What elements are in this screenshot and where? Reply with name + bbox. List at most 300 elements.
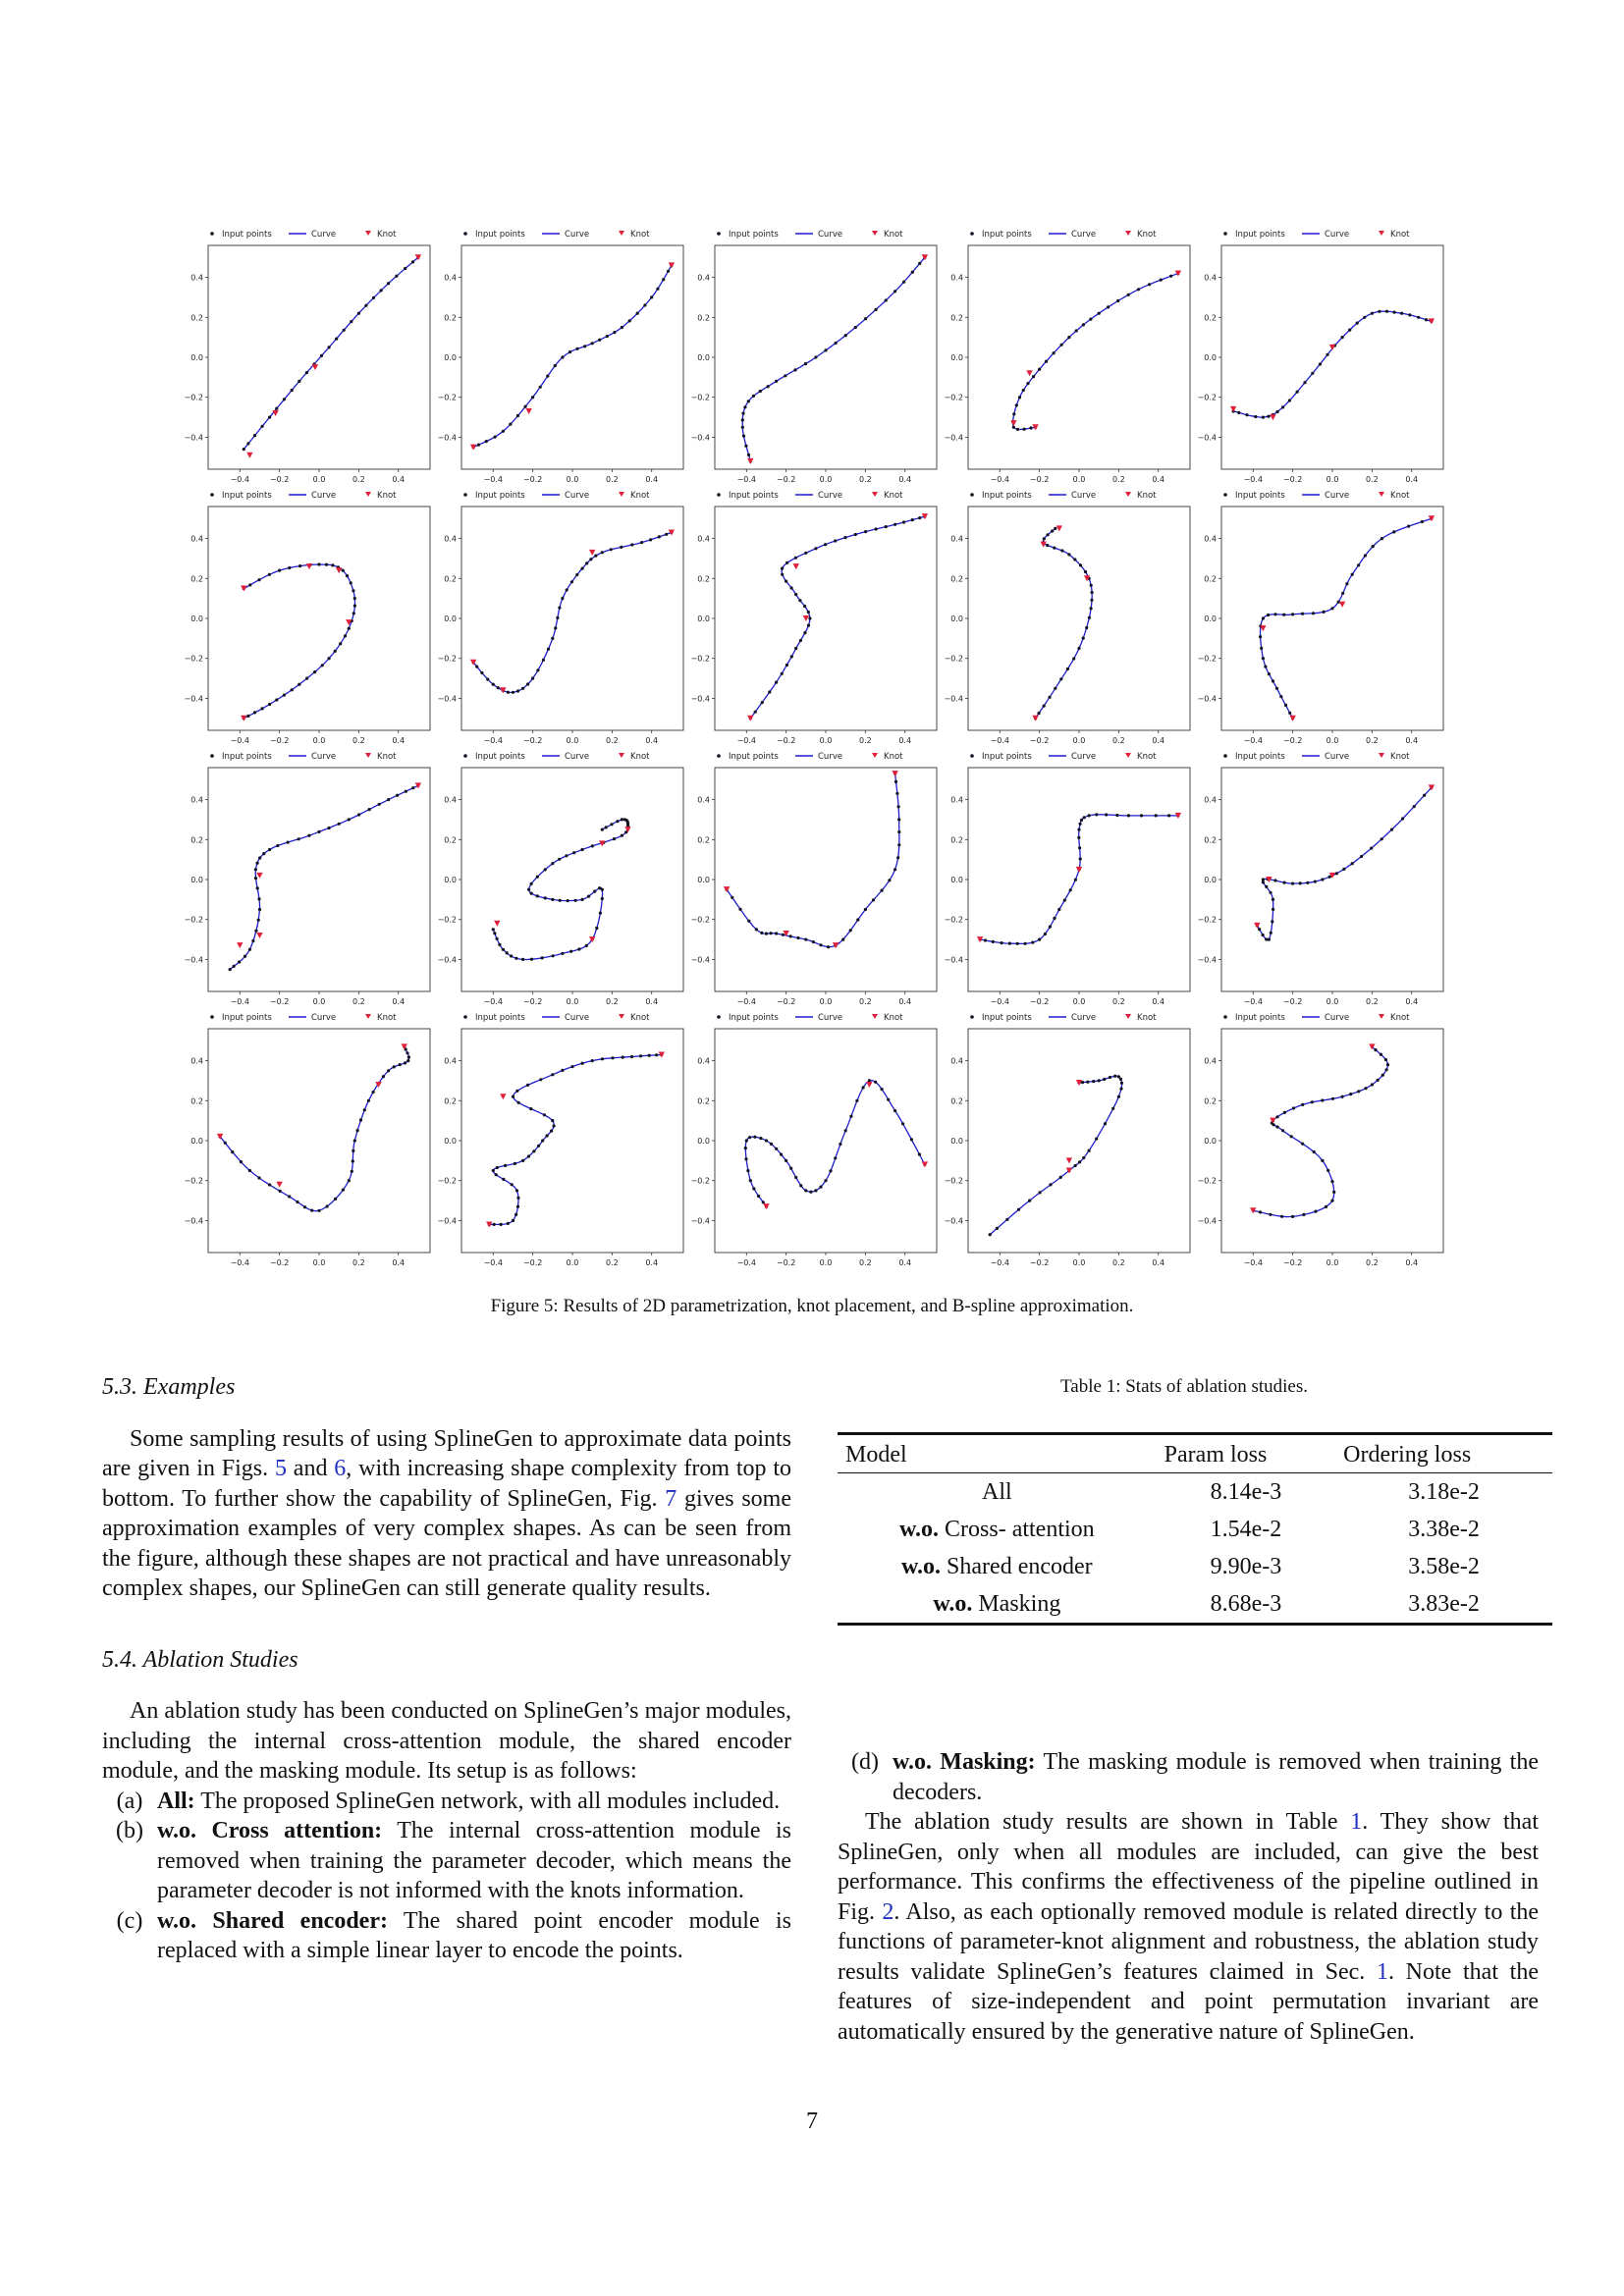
- input-point: [411, 260, 414, 263]
- legend: [970, 1013, 1157, 1023]
- input-point: [1044, 933, 1047, 935]
- input-point: [514, 1162, 516, 1165]
- input-point: [1082, 323, 1085, 326]
- input-point: [1254, 415, 1257, 418]
- input-point: [254, 868, 257, 871]
- input-point: [1283, 881, 1286, 884]
- input-point: [1078, 1160, 1081, 1163]
- input-point: [849, 1115, 852, 1118]
- input-point: [1301, 1143, 1304, 1146]
- axes-frame: [715, 1029, 937, 1253]
- legend-knot-marker: [1125, 753, 1131, 758]
- x-tick-label: 0.4: [1152, 1258, 1165, 1267]
- spline-curve: [1253, 1046, 1387, 1216]
- y-tick-label: −0.4: [437, 1216, 457, 1226]
- x-tick-label: 0.2: [352, 475, 365, 484]
- input-point: [509, 423, 512, 426]
- input-point: [1408, 313, 1411, 316]
- input-point: [257, 919, 260, 922]
- input-point: [542, 659, 545, 662]
- axes-frame: [461, 768, 683, 991]
- knot-marker: [1270, 414, 1275, 420]
- input-point: [1267, 614, 1270, 616]
- input-point: [565, 854, 568, 857]
- y-tick-label: 0.0: [444, 1137, 457, 1146]
- legend-point-marker: [210, 232, 214, 236]
- input-point: [298, 564, 301, 567]
- input-point: [291, 389, 294, 392]
- input-point: [992, 940, 995, 943]
- axes-frame: [968, 768, 1190, 991]
- input-point: [492, 1169, 495, 1172]
- input-point: [887, 1098, 890, 1101]
- input-point: [775, 380, 778, 383]
- input-point: [1053, 917, 1056, 920]
- legend-input-label: Input points: [475, 752, 525, 762]
- input-point: [364, 304, 367, 307]
- x-tick-label: 0.2: [1111, 1258, 1125, 1267]
- input-point: [1092, 1080, 1095, 1083]
- input-point: [1281, 1129, 1284, 1132]
- y-tick-label: −0.4: [690, 1216, 710, 1226]
- input-point: [262, 852, 265, 855]
- y-tick-label: 0.2: [190, 574, 203, 584]
- input-point: [1284, 704, 1287, 707]
- x-tick-label: −0.2: [1282, 997, 1303, 1006]
- input-point: [643, 303, 646, 306]
- input-point: [1341, 336, 1344, 339]
- x-tick-label: 0.0: [1072, 736, 1086, 745]
- x-tick-label: −0.2: [776, 997, 796, 1006]
- y-tick-label: 0.0: [1204, 876, 1217, 884]
- input-point: [356, 1129, 359, 1132]
- subplot: [438, 491, 683, 745]
- spline-curve: [727, 774, 899, 947]
- x-tick-label: 0.2: [1365, 736, 1379, 745]
- input-point: [1271, 920, 1273, 923]
- input-point: [291, 688, 294, 691]
- ref-table1[interactable]: 1: [1350, 1809, 1363, 1835]
- legend-curve-label: Curve: [311, 230, 337, 240]
- input-point: [1073, 558, 1076, 561]
- input-point: [363, 1108, 366, 1111]
- knot-marker: [241, 585, 246, 591]
- input-point: [1275, 687, 1278, 690]
- x-tick-label: −0.4: [736, 736, 757, 745]
- input-point: [1380, 837, 1383, 840]
- y-tick-label: 0.4: [444, 273, 457, 283]
- x-tick-label: −0.4: [736, 475, 757, 484]
- input-point: [404, 1061, 406, 1064]
- legend: [717, 1013, 903, 1023]
- y-tick-label: 0.2: [444, 313, 457, 323]
- input-point: [506, 951, 509, 954]
- input-point: [407, 1055, 410, 1058]
- legend-knot-label: Knot: [1137, 230, 1157, 240]
- input-point: [1082, 1156, 1085, 1159]
- input-point: [754, 711, 757, 714]
- legend-curve-label: Curve: [565, 491, 590, 501]
- ablation-results-paragraph: The ablation study results are shown in Table 1. They show that SplineGen, only when all modules are included, can give the best performance. This confirms the effectiveness of the pipeline outlined in Fig. 2. Also, as each optionally removed module is related directly to the functions of parameter-knot alignment and robustness, the ablation study results validate SplineGen’s features claimed in Sec. 1. Note that the features of size-independent and point permutation invariant are automatically ensured by the generative nature of SplineGen.: [838, 1809, 1540, 2045]
- x-tick-label: −0.2: [522, 997, 543, 1006]
- subplot: [185, 230, 430, 484]
- input-point: [1047, 533, 1050, 536]
- knot-marker: [803, 615, 809, 621]
- x-tick-label: −0.4: [990, 475, 1010, 484]
- legend-input-label: Input points: [729, 491, 779, 501]
- input-point: [1374, 1048, 1377, 1051]
- input-point: [492, 683, 495, 686]
- legend-input-label: Input points: [222, 491, 272, 501]
- legend-knot-label: Knot: [1137, 1013, 1157, 1023]
- input-point: [1039, 1191, 1042, 1194]
- input-point: [855, 1099, 858, 1102]
- input-point: [1385, 310, 1388, 313]
- input-point: [622, 1056, 624, 1059]
- ref-sec1[interactable]: 1: [1376, 1958, 1388, 1985]
- input-point: [808, 616, 811, 619]
- legend: [210, 752, 397, 762]
- input-point: [1301, 613, 1304, 615]
- input-point: [561, 1069, 564, 1072]
- input-point: [387, 282, 390, 285]
- input-point: [1169, 275, 1172, 278]
- input-point: [1107, 305, 1110, 308]
- knot-marker: [246, 453, 252, 458]
- legend-curve-label: Curve: [311, 752, 337, 762]
- knot-marker: [1339, 602, 1345, 608]
- input-point: [601, 551, 604, 554]
- input-point: [568, 350, 571, 353]
- legend-curve-label: Curve: [1325, 230, 1350, 240]
- input-point: [893, 523, 896, 526]
- y-tick-label: −0.4: [944, 955, 963, 965]
- input-point: [843, 536, 846, 539]
- x-tick-label: −0.4: [483, 475, 504, 484]
- axes-frame: [715, 768, 937, 991]
- input-point: [885, 525, 888, 528]
- input-point: [1342, 868, 1345, 871]
- legend-knot-label: Knot: [884, 230, 903, 240]
- input-point: [1275, 1125, 1278, 1128]
- input-point: [1024, 942, 1027, 945]
- knot-marker: [833, 942, 839, 948]
- input-point: [475, 666, 478, 668]
- input-point: [1015, 403, 1018, 406]
- input-point: [789, 1167, 792, 1170]
- input-point: [1259, 1210, 1262, 1213]
- input-point: [996, 1227, 999, 1230]
- input-point: [581, 567, 584, 570]
- spline-curve: [244, 257, 418, 449]
- input-point: [1245, 413, 1248, 416]
- legend-point-marker: [717, 754, 721, 758]
- input-point: [353, 1139, 356, 1142]
- input-point: [1313, 1150, 1316, 1153]
- legend-curve-label: Curve: [1071, 230, 1097, 240]
- input-point: [1018, 396, 1021, 399]
- axes-frame: [1221, 507, 1443, 730]
- input-point: [1120, 1082, 1123, 1085]
- y-tick-label: 0.4: [190, 795, 203, 805]
- legend-point-marker: [970, 493, 974, 497]
- input-point: [621, 834, 623, 837]
- input-point: [1113, 1075, 1116, 1078]
- input-point: [1016, 428, 1019, 431]
- input-point: [1292, 1106, 1295, 1109]
- input-point: [512, 691, 514, 694]
- input-point: [741, 426, 744, 429]
- input-point: [372, 296, 375, 299]
- input-point: [1303, 381, 1306, 384]
- x-tick-label: −0.4: [990, 736, 1010, 745]
- input-point: [785, 1159, 787, 1162]
- y-tick-label: −0.2: [437, 654, 457, 664]
- input-point: [1421, 520, 1424, 523]
- input-point: [610, 823, 613, 826]
- y-tick-label: 0.4: [444, 534, 457, 544]
- legend-point-marker: [970, 1015, 974, 1019]
- table-row: w.o. Cross- attention 1.54e-2 3.38e-2: [899, 1517, 1480, 1542]
- input-point: [507, 1222, 510, 1225]
- input-point: [649, 538, 652, 541]
- subplot: [438, 1013, 683, 1267]
- input-point: [918, 1152, 921, 1155]
- input-point: [752, 1187, 755, 1190]
- input-point: [268, 416, 271, 419]
- input-point: [1306, 881, 1309, 884]
- knot-marker: [1010, 420, 1016, 426]
- ref-fig7[interactable]: 7: [665, 1485, 677, 1512]
- input-point: [1012, 412, 1015, 415]
- x-tick-label: 0.0: [566, 1258, 579, 1267]
- input-point: [1083, 816, 1086, 819]
- ref-fig6[interactable]: 6: [334, 1456, 347, 1481]
- subplot: [945, 1013, 1190, 1267]
- input-point: [1078, 846, 1081, 849]
- table-row: w.o. Shared encoder 9.90e-3 3.58e-2: [901, 1554, 1480, 1579]
- input-point: [1385, 1068, 1388, 1071]
- knot-marker: [494, 921, 500, 927]
- knot-marker: [892, 771, 897, 776]
- input-point: [1330, 1200, 1333, 1202]
- legend-knot-label: Knot: [884, 491, 903, 501]
- legend-knot-marker: [1379, 492, 1384, 497]
- x-tick-label: −0.4: [990, 997, 1010, 1006]
- input-point: [558, 607, 561, 610]
- input-point: [804, 938, 807, 941]
- legend-curve-label: Curve: [818, 752, 843, 762]
- legend-curve-label: Curve: [1325, 752, 1350, 762]
- y-tick-label: 0.2: [950, 1096, 963, 1106]
- legend-knot-label: Knot: [377, 1013, 397, 1023]
- input-point: [1364, 1087, 1367, 1090]
- legend-point-marker: [463, 493, 467, 497]
- input-point: [1400, 312, 1403, 315]
- input-point: [1090, 584, 1093, 587]
- input-point: [359, 1118, 362, 1121]
- input-point: [387, 1069, 390, 1072]
- input-point: [814, 355, 817, 358]
- legend-knot-marker: [365, 492, 371, 497]
- legend: [1223, 491, 1410, 501]
- input-point: [275, 698, 278, 701]
- input-point: [251, 939, 254, 942]
- x-tick-label: 0.4: [392, 736, 406, 745]
- y-tick-label: −0.2: [944, 654, 963, 664]
- x-tick-label: −0.2: [269, 997, 290, 1006]
- input-point: [1140, 814, 1143, 817]
- input-point: [298, 380, 300, 383]
- input-point: [748, 1136, 751, 1139]
- y-tick-label: −0.2: [437, 915, 457, 925]
- axes-frame: [208, 768, 430, 991]
- input-point: [775, 932, 778, 934]
- x-tick-label: 0.4: [1405, 1258, 1419, 1267]
- input-point: [1080, 819, 1083, 822]
- input-point: [1074, 1164, 1077, 1167]
- input-point: [298, 837, 300, 840]
- input-point: [567, 899, 569, 902]
- input-point: [298, 683, 300, 686]
- input-point: [1116, 299, 1119, 302]
- input-point: [744, 445, 747, 448]
- legend: [1223, 230, 1410, 240]
- legend-knot-marker: [619, 231, 624, 236]
- input-point: [278, 569, 281, 572]
- legend-point-marker: [463, 754, 467, 758]
- input-point: [1311, 372, 1314, 375]
- x-tick-label: 0.2: [605, 475, 619, 484]
- input-point: [761, 701, 764, 704]
- x-tick-label: −0.2: [522, 736, 543, 745]
- input-point: [1127, 294, 1130, 296]
- input-point: [1060, 549, 1063, 552]
- input-point: [1273, 879, 1276, 881]
- input-point: [1390, 828, 1393, 831]
- input-point: [911, 271, 914, 274]
- x-tick-label: 0.2: [858, 475, 872, 484]
- input-point: [785, 561, 788, 564]
- input-point: [744, 1147, 747, 1149]
- legend-knot-marker: [1379, 231, 1384, 236]
- input-point: [594, 555, 597, 558]
- input-point: [1264, 666, 1267, 668]
- input-point: [902, 520, 905, 523]
- list-item-a: (a) All: The proposed SplineGen network, with all modules included.: [116, 1788, 781, 1814]
- input-point: [539, 1078, 542, 1081]
- legend: [210, 230, 397, 240]
- input-point: [1038, 938, 1041, 941]
- input-point: [662, 278, 665, 281]
- ref-fig5[interactable]: 5: [274, 1456, 287, 1481]
- x-tick-label: 0.0: [1326, 736, 1339, 745]
- input-point: [747, 920, 750, 923]
- axes-frame: [208, 507, 430, 730]
- knot-marker: [747, 458, 753, 464]
- subplot: [945, 230, 1190, 484]
- input-point: [1088, 814, 1091, 817]
- input-point: [769, 932, 772, 934]
- input-point: [1291, 882, 1294, 885]
- input-point: [1321, 878, 1324, 881]
- input-point: [504, 1164, 507, 1167]
- x-tick-label: −0.4: [736, 997, 757, 1006]
- input-point: [569, 950, 572, 953]
- legend-knot-marker: [1125, 1014, 1131, 1019]
- y-tick-label: 0.0: [1204, 614, 1217, 623]
- input-point: [1079, 563, 1082, 566]
- input-point: [558, 858, 561, 861]
- spline-curve: [489, 1055, 662, 1225]
- input-point: [1088, 616, 1091, 619]
- input-point: [1269, 1213, 1272, 1216]
- input-point: [405, 790, 407, 793]
- input-point: [1407, 525, 1410, 528]
- section-heading-ablation: 5.4. Ablation Studies: [102, 1646, 298, 1673]
- input-point: [367, 1099, 370, 1102]
- legend: [463, 1013, 650, 1023]
- y-tick-label: −0.2: [1197, 915, 1217, 925]
- x-tick-label: −0.4: [1243, 997, 1264, 1006]
- x-tick-label: −0.4: [483, 1258, 504, 1267]
- y-tick-label: 0.4: [1204, 795, 1217, 805]
- legend-point-marker: [717, 232, 721, 236]
- subplot: [185, 1013, 430, 1267]
- legend-curve-label: Curve: [565, 752, 590, 762]
- input-point: [628, 319, 631, 322]
- y-tick-label: 0.4: [444, 1056, 457, 1066]
- input-point: [1345, 582, 1348, 585]
- input-point: [541, 956, 544, 959]
- legend-knot-marker: [1125, 231, 1131, 236]
- input-point: [1325, 1205, 1327, 1208]
- x-tick-label: 0.0: [819, 475, 833, 484]
- input-point: [248, 583, 251, 586]
- input-point: [244, 955, 246, 958]
- input-point: [1380, 537, 1383, 540]
- ref-fig2[interactable]: 2: [882, 1898, 894, 1925]
- input-point: [1314, 1210, 1317, 1213]
- y-tick-label: 0.2: [190, 1096, 203, 1106]
- input-point: [1321, 1098, 1324, 1101]
- x-tick-label: 0.2: [858, 736, 872, 745]
- knot-marker: [237, 942, 243, 948]
- legend-curve-label: Curve: [1325, 1013, 1350, 1023]
- x-tick-label: 0.2: [605, 997, 619, 1006]
- axes-frame: [1221, 1029, 1443, 1253]
- input-point: [648, 1054, 651, 1057]
- input-point: [521, 958, 524, 961]
- x-tick-label: 0.0: [819, 736, 833, 745]
- input-point: [1323, 611, 1326, 614]
- input-point: [872, 898, 875, 901]
- legend-input-label: Input points: [222, 230, 272, 240]
- input-point: [1279, 695, 1282, 698]
- input-point: [1067, 336, 1070, 339]
- input-point: [598, 339, 601, 342]
- input-point: [546, 1134, 549, 1137]
- input-point: [601, 888, 604, 891]
- y-tick-label: 0.0: [444, 876, 457, 884]
- input-point: [1267, 415, 1270, 418]
- x-tick-label: −0.4: [230, 736, 250, 745]
- left-column: [102, 1372, 791, 1966]
- legend-point-marker: [1223, 232, 1227, 236]
- legend-knot-marker: [872, 492, 878, 497]
- input-point: [885, 298, 888, 301]
- input-point: [406, 1059, 409, 1062]
